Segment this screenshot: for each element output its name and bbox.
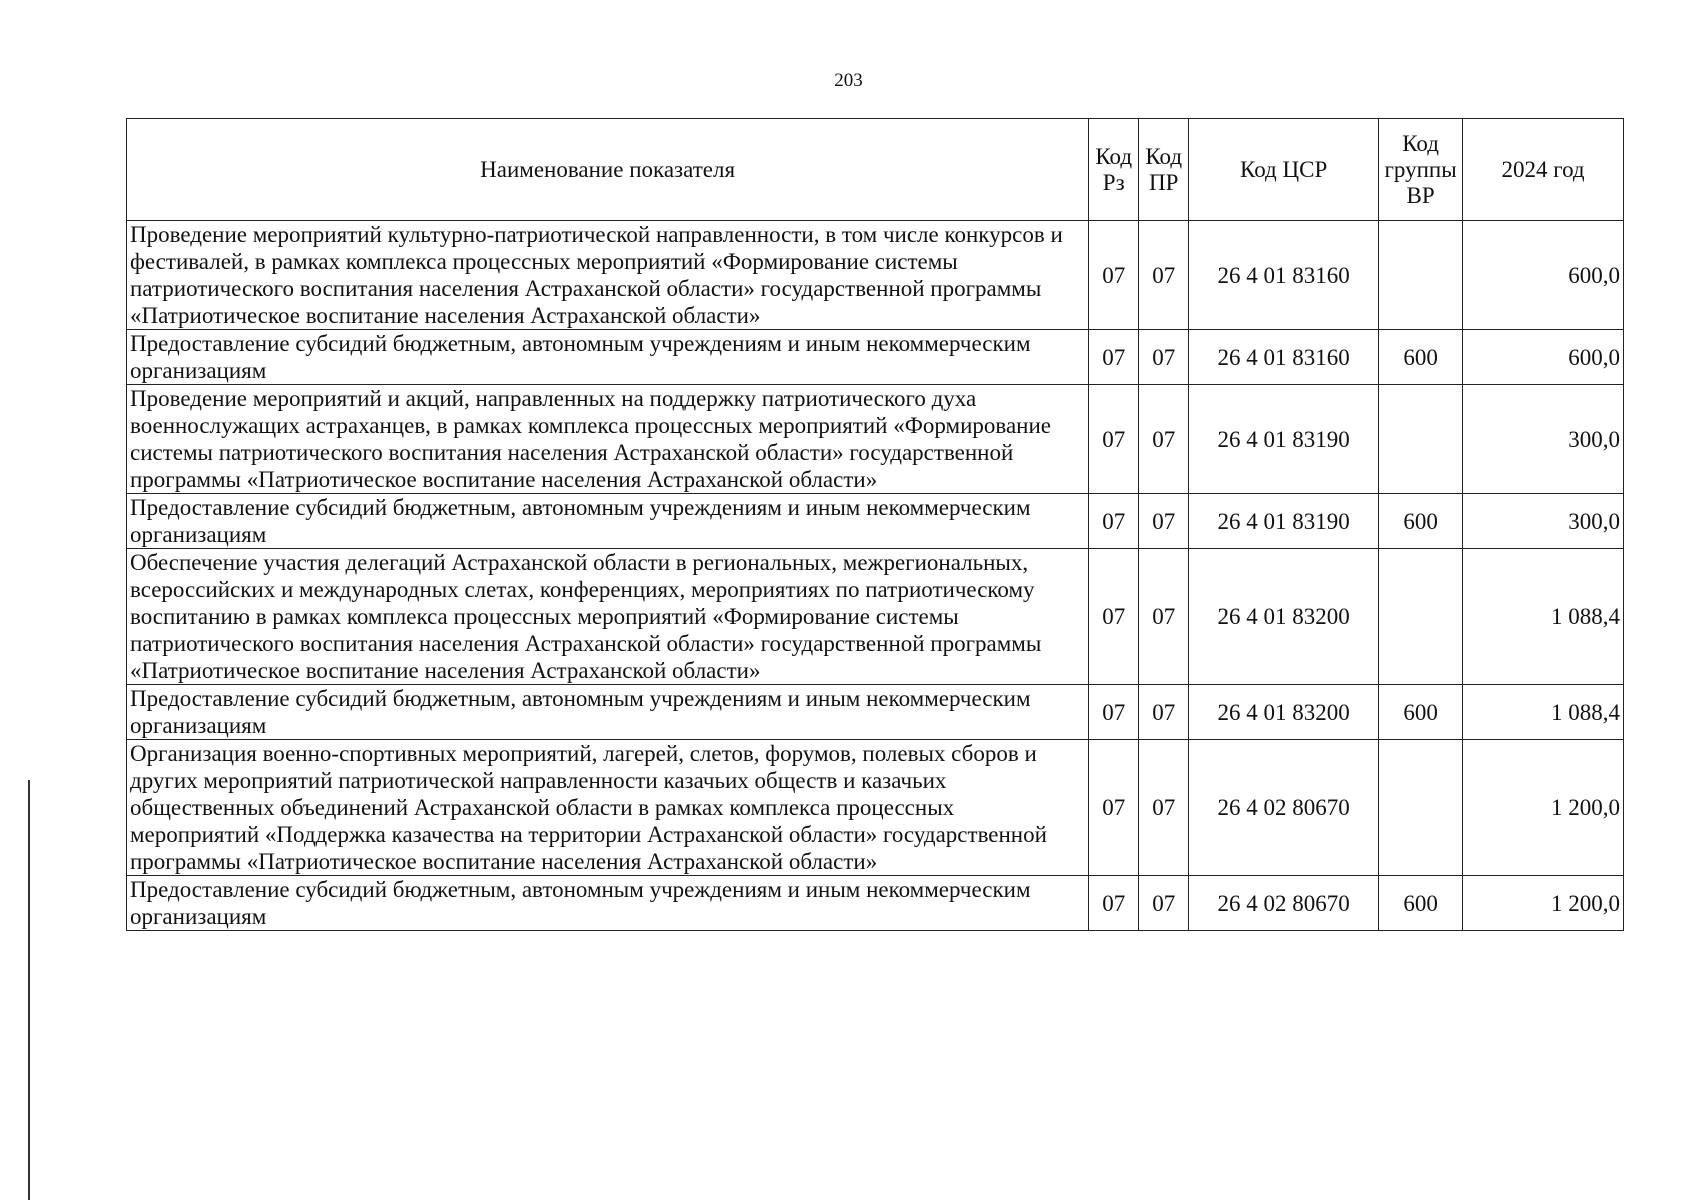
- row-pr: 07: [1139, 740, 1189, 876]
- table-header: [127, 119, 1624, 221]
- row-rz: 07: [1089, 740, 1139, 876]
- header-csr: Код ЦСР: [1189, 119, 1379, 221]
- row-rz: 07: [1089, 385, 1139, 494]
- row-vr: 600: [1379, 876, 1463, 931]
- row-name: Организация военно-спортивных мероприятий, лагерей, слетов, форумов, полевых сборов и других мероприятий патриотической направленности казачьих обществ и казачьих общественных объединений Астраханской области в рамках комплекса процессных мероприятий «Поддержка казачества на территории Астраханской области» государственной программы «Патриотическое воспитание населения Астраханской области»: [127, 740, 1089, 876]
- row-pr: 07: [1139, 385, 1189, 494]
- row-amount: 600,0: [1463, 221, 1624, 330]
- row-name: Обеспечение участия делегаций Астраханской области в региональных, межрегиональных, всероссийских и международных слетах, конференциях, мероприятиях по патриотическому воспитанию в рамках комплекса процессных мероприятий «Формирование системы патриотического воспитания населения Астраханской области» государственной программы «Патриотическое воспитание населения Астраханской области»: [127, 549, 1089, 685]
- page-number: 203: [834, 70, 863, 91]
- row-csr: 26 4 01 83200: [1189, 685, 1379, 740]
- row-csr: 26 4 01 83190: [1189, 494, 1379, 549]
- row-vr: 600: [1379, 330, 1463, 385]
- row-name: Проведение мероприятий культурно-патриотической направленности, в том числе конкурсов и фестивалей, в рамках комплекса процессных мероприятий «Формирование системы патриотического воспитания населения Астраханской области» государственной программы «Патриотическое воспитание населения Астраханской области»: [127, 221, 1089, 330]
- row-pr: 07: [1139, 876, 1189, 931]
- row-vr: 600: [1379, 685, 1463, 740]
- budget-table: [126, 118, 1624, 931]
- table-body: [127, 221, 1624, 931]
- table-row: [127, 740, 1624, 876]
- row-amount: 1 088,4: [1463, 685, 1624, 740]
- row-amount: 600,0: [1463, 330, 1624, 385]
- table-row: [127, 549, 1624, 685]
- header-year: 2024 год: [1463, 119, 1624, 221]
- row-name: Предоставление субсидий бюджетным, автономным учреждениям и иным некоммерческим организациям: [127, 330, 1089, 385]
- header-pr: Код ПР: [1139, 119, 1189, 221]
- row-amount: 300,0: [1463, 385, 1624, 494]
- row-csr: 26 4 02 80670: [1189, 740, 1379, 876]
- row-pr: 07: [1139, 330, 1189, 385]
- row-pr: 07: [1139, 494, 1189, 549]
- header-name: Наименование показателя: [127, 119, 1089, 221]
- row-name: Предоставление субсидий бюджетным, автономным учреждениям и иным некоммерческим организациям: [127, 876, 1089, 931]
- row-rz: 07: [1089, 685, 1139, 740]
- header-rz: Код Рз: [1089, 119, 1139, 221]
- row-amount: 1 088,4: [1463, 549, 1624, 685]
- row-vr: [1379, 221, 1463, 330]
- table-row: [127, 494, 1624, 549]
- table-row: [127, 221, 1624, 330]
- row-csr: 26 4 01 83160: [1189, 221, 1379, 330]
- row-csr: 26 4 01 83190: [1189, 385, 1379, 494]
- row-rz: 07: [1089, 494, 1139, 549]
- row-amount: 300,0: [1463, 494, 1624, 549]
- row-csr: 26 4 02 80670: [1189, 876, 1379, 931]
- header-row: [127, 119, 1624, 221]
- row-name: Проведение мероприятий и акций, направленных на поддержку патриотического духа военнослужащих астраханцев, в рамках комплекса процессных мероприятий «Формирование системы патриотического воспитания населения Астраханской области» государственной программы «Патриотическое воспитание населения Астраханской области»: [127, 385, 1089, 494]
- row-amount: 1 200,0: [1463, 740, 1624, 876]
- table-row: [127, 876, 1624, 931]
- table-row: [127, 685, 1624, 740]
- row-rz: 07: [1089, 876, 1139, 931]
- row-pr: 07: [1139, 685, 1189, 740]
- table-row: [127, 385, 1624, 494]
- row-pr: 07: [1139, 221, 1189, 330]
- row-vr: [1379, 549, 1463, 685]
- scan-edge-line: [28, 780, 30, 1200]
- row-csr: 26 4 01 83200: [1189, 549, 1379, 685]
- row-vr: 600: [1379, 494, 1463, 549]
- row-rz: 07: [1089, 549, 1139, 685]
- row-pr: 07: [1139, 549, 1189, 685]
- table-row: [127, 330, 1624, 385]
- row-amount: 1 200,0: [1463, 876, 1624, 931]
- header-vr: Код группы ВР: [1379, 119, 1463, 221]
- row-name: Предоставление субсидий бюджетным, автономным учреждениям и иным некоммерческим организациям: [127, 685, 1089, 740]
- row-csr: 26 4 01 83160: [1189, 330, 1379, 385]
- row-vr: [1379, 740, 1463, 876]
- row-vr: [1379, 385, 1463, 494]
- row-rz: 07: [1089, 330, 1139, 385]
- row-name: Предоставление субсидий бюджетным, автономным учреждениям и иным некоммерческим организациям: [127, 494, 1089, 549]
- row-rz: 07: [1089, 221, 1139, 330]
